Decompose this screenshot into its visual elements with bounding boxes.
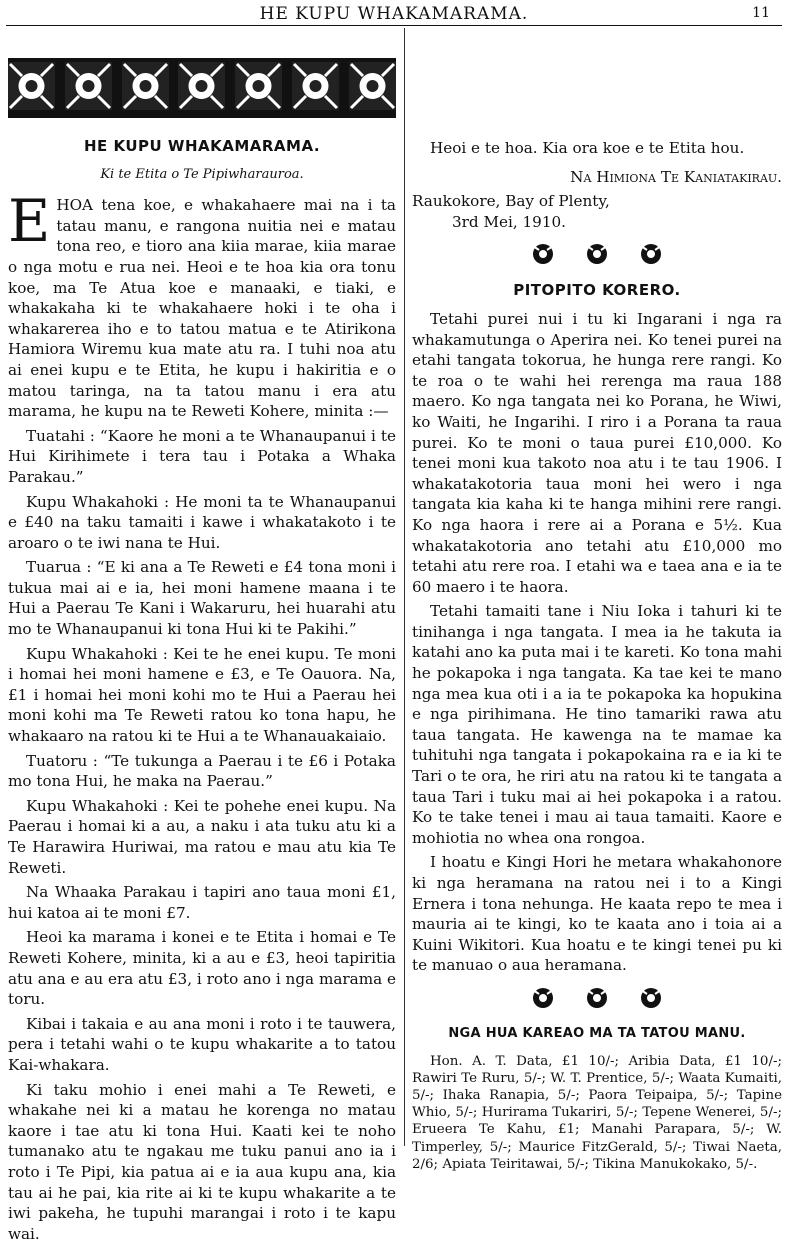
paragraph: Tetahi purei nui i tu ki Ingarani i nga ra whakamutunga o Aperira nei. Ko tenei purei na etahi tangata tokorua, he hunga rere rangi. Ko te roa o te wahi hei rerenga ma raua 188 maero. Ko nga tangata nei ko Porana, he Wiwi, ko Waiti, he Ingarihi. I riro i a Porana ta raua purei. Ko te moni o taua purei £10,000. Ko tenei moni kua takoto noa atu i te tau 1906. I whakatakotoria taua moni hei wero i nga tangata kia kaha ki te hanga mihini rere rangi. Ko nga haora i rere ai a Porana e 5½. Kua whakatakotoria ano tetahi atu £10,000 mo tetahi atu rere roa. I etahi wa e taea ana e ia te 60 maero i te haora. — [412, 309, 782, 596]
paragraph: I hoatu e Kingi Hori he metara whakahonore ki nga heramana na ratou nei i to a Kingi Ernera i tona nehunga. He kaata repo te mea i mauria ai te kingi, ko te kaata ano i toia ai a Kuini Wikitori. Kua hoatu e te kingi tenei pu ki te manuao o aua heramana. — [412, 853, 782, 975]
article-title: HE KUPU WHAKAMARAMA. — [83, 137, 321, 155]
date: 3rd Mei, 1910. — [452, 212, 567, 231]
left-column — [8, 30, 396, 1248]
running-title: HE KUPU WHAKAMARAMA. — [259, 4, 529, 24]
subscriptions-title: NGA HUA KAREAO MA TA TATOU MANU. — [448, 1025, 746, 1041]
paragraph: Kupu Whakahoki : He moni ta te Whanaupanui e £40 na taku tamaiti i kawe i whakatakoto i te aroaro o te iwi nana te Hui. — [8, 492, 396, 552]
paragraph: Tuarua : “E ki ana a Te Reweti e £4 tona moni i tukua mai ai e ia, hei moni hamene maana i te Hui a Paerau Te Kani i Wakaruru, hei huarahi atu mo te Whanaupanui ki tona Hui ki te Pakihi.” — [8, 558, 396, 639]
news-title: PITOPITO KORERO. — [513, 281, 681, 300]
right-column — [412, 30, 782, 1177]
paragraph: Kupu Whakahoki : Kei te he enei kupu. Te moni i homai hei moni hamene e £3, e Te Oauora. Na, £1 i homai hei moni kohi mo te Hui a Paerau hei moni kohi ma Te Reweti ratou ko tona hapu, he whakaaro na ratou ki te Hui a te Whanauakaiaio. — [8, 644, 396, 746]
paragraph: Kibai i takaia e au ana moni i roto i te tauwera, pera i tetahi wahi o te kupu whakarite a to tatou Kai-whakara. — [8, 1014, 396, 1074]
paragraph: Ki taku mohio i enei mahi a Te Reweti, e whakahe nei ki a matau he korenga no matau kaore i tae atu ki tona Hui. Kaati kei te noho tumanako atu te ngakau me tuku panui ano ia i roto i Te Pipi, kia patua ai e ia aua kupu ana, kia tau ai he pai, kia rite ai ki te kupu whakarite a te iwi pakeha, he tupuhi marangai i roto i te kapu wai. — [8, 1080, 396, 1243]
article-subtitle: Ki te Etita o Te Pipiwharauroa. — [100, 166, 304, 182]
paragraph: Heoi ka marama i konei e te Etita i homai e Te Reweti Kohere, minita, ki a au e £3, heoi tapiritia atu ana e au era atu £3, i roto ano i nga marama e toru. — [8, 928, 396, 1009]
column-divider — [404, 28, 405, 1146]
paragraph: Na Whaaka Parakau i tapiri ano taua moni £1, hui katoa ai te moni £7. — [8, 883, 396, 922]
subscriptions-list: Hon. A. T. Data, £1 10/-; Aribia Data, £1 10/-; Rawiri Te Ruru, 5/-; W. T. Prentice, 5/-; Waata Kumaiti, 5/-; Ihaka Ranapia, 5/-; Paora Teipaipa, 5/-; Tapine Whio, 5/-; Hurirama Tukariri, 5/-; Tepene Wenerei, 5/-; Erueera Te Kahu, £1; Manahi Parapara, 5/-; W. Timperley, 5/-; Maurice FitzGerald, 5/-; Tiwai Naeta, 2/6; Apiata Teiritawai, 5/-; Tikina Manukokako, 5/-. — [412, 1053, 782, 1172]
paragraph: Tetahi tamaiti tane i Niu Ioka i tahuri ki te tinihanga i nga tangata. I mea ia he takuta ia katahi ano ka puta mai i te kareti. Ko tona mahi he pokapoka i nga tangata. Ka tae kei te mano nga mea kua oti i a ia te pokapoka ka hopukina e nga pirihimana. He tino tamariki rawa atu taua tangata. He kawenga na te mamae ka tuhituhi nga tangata i pokapokaina ra e ia ki te Tari o te ora, he riri atu na ratou ki te tangata a taua Tari i tuku mai ai hei pokapoka i a ratou. Ko te take tenei i mau ai taua tamaiti. Kaore e mohiotia no whea ona rongoa. — [412, 602, 782, 847]
address: Raukokore, Bay of Plenty, — [412, 192, 610, 211]
paragraph: EHOA tena koe, e whakahaere mai na i ta tatau manu, e rangona nuitia nei e matau tona reo, e tioro ana kiia marae, kiia marae o nga motu e rua nei. Heoi e te hoa kia ora tonu koe, ma Te Atua koe e manaaki, e tiaki, e whakakaha ki te whakahaere hoki i te oha i whakarerea iho e to tatou matua e te Atirikona Hamiora Wiremu kua mate atu ra. I tuhi noa atu ai enei kupu e te Etita, he kupu i hakiritia e o matou taringa, na ta tatou manu i era atu marama, he kupu na te Reweti Kohere, minita :— — [8, 187, 396, 421]
paragraph: Heoi e te hoa. Kia ora koe e te Etita hou. — [430, 139, 745, 157]
page-number: 11 — [752, 5, 770, 21]
header-rule — [6, 25, 782, 26]
fern-ornament-icon — [412, 242, 782, 266]
fern-ornament-icon — [412, 986, 782, 1010]
paragraph: Tuatoru : “Te tukunga a Paerau i te £6 i Potaka mo tona Hui, he maka na Paerau.” — [8, 751, 396, 791]
paragraph: Tuatahi : “Kaore he moni a te Whanaupanui i te Hui Kirihimete i tera tau i Potaka a Whaka Parakau.” — [8, 426, 396, 486]
paragraph: Kupu Whakahoki : Kei te pohehe enei kupu. Na Paerau i homai ki a au, a naku i ata tuku atu ki a Te Harawira Huriwai, ma ratou e mau atu kia Te Reweti. — [8, 796, 396, 877]
ornament-band-icon — [8, 58, 396, 118]
page-header — [0, 0, 788, 26]
signature: Na Himiona Te Kaniatakirau. — [570, 167, 782, 186]
drop-cap: E — [8, 187, 51, 256]
